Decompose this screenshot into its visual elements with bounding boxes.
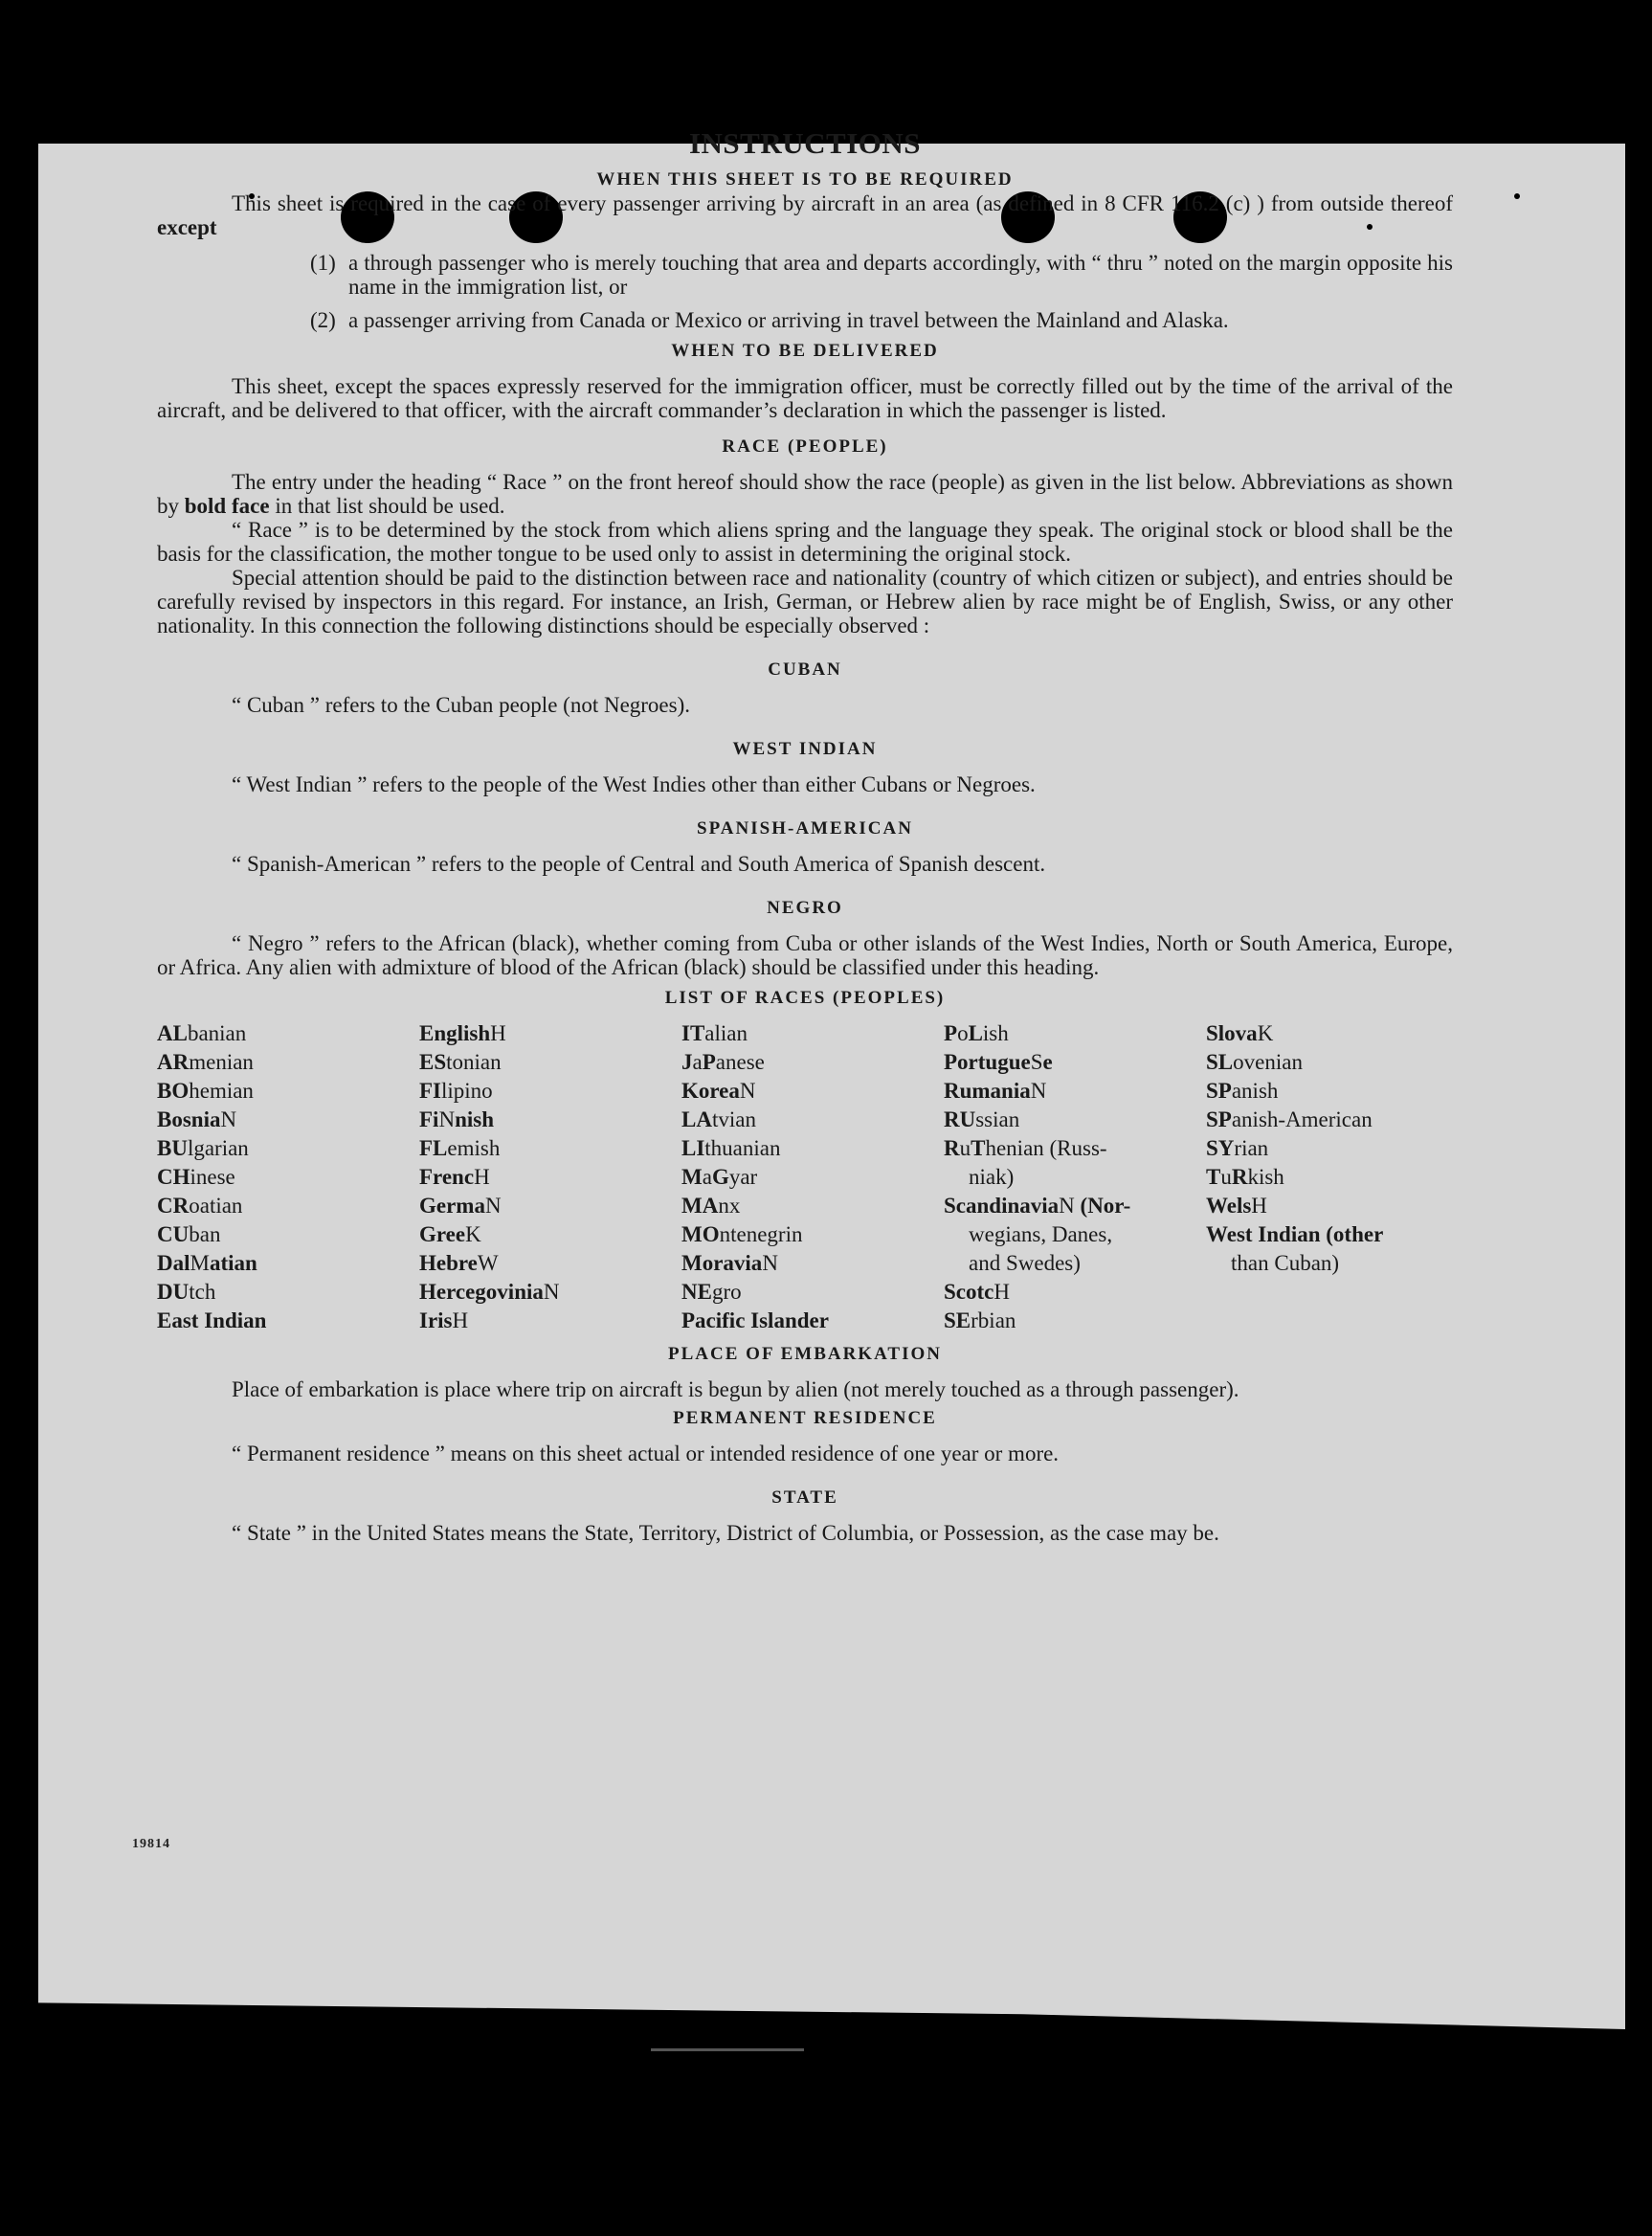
race-entry: MoraviaN <box>681 1251 778 1275</box>
section-heading: STATE <box>771 1487 838 1508</box>
race-entry: West Indian (other <box>1206 1222 1384 1246</box>
race-entry: BOhemian <box>157 1079 254 1103</box>
race-entry: wegians, Danes, <box>969 1222 1113 1246</box>
section-heading: RACE (PEOPLE) <box>722 436 888 457</box>
race-entry: East Indian <box>157 1308 267 1332</box>
race-entry: GermaN <box>419 1194 502 1218</box>
race-entry: SErbian <box>944 1308 1016 1332</box>
race-entry: MOntenegrin <box>681 1222 803 1246</box>
race-entry: than Cuban) <box>1231 1251 1340 1275</box>
race-entry: WelsH <box>1206 1194 1267 1218</box>
race-entry: SPanish-American <box>1206 1107 1373 1131</box>
race-entry: MaGyar <box>681 1165 758 1189</box>
race-entry: FLemish <box>419 1136 501 1160</box>
race-paragraph: Special attention should be paid to the distinction between race and nationality (country of which citizen or subject), and entries should be carefully revised by inspectors in this regard. For instance, an Irish, German, or Hebrew alien by race might be of English, Swiss, or any other nationality. In this connection the following distinctions should be especially observed : <box>157 566 1453 637</box>
race-entry: BosniaN <box>157 1107 237 1131</box>
form-stamp: 19814 <box>132 1837 170 1851</box>
race-paragraph: The entry under the heading “ Race ” on the front hereof should show the race (people) as given in the list below. Abbreviations as shown by bold face in that list should be used. <box>157 470 1453 518</box>
residence-text: “ Permanent residence ” means on this sheet actual or intended residence of one year or more. <box>232 1442 1060 1465</box>
race-entry: LIthuanian <box>681 1136 781 1160</box>
race-entry: BUlgarian <box>157 1136 249 1160</box>
instructions-content <box>157 124 1453 1545</box>
race-entry: PortugueSe <box>944 1050 1053 1074</box>
races-column <box>944 1019 1206 1335</box>
race-entry: MAnx <box>681 1194 741 1218</box>
race-entry: RUssian <box>944 1107 1020 1131</box>
race-entry: SPanish <box>1206 1079 1279 1103</box>
race-entry: SlovaK <box>1206 1021 1274 1045</box>
delivered-text: This sheet, except the spaces expressly reserved for the immigration officer, must be correctly filled out by the time of the arrival of the aircraft, and be delivered to that officer, with the aircraft commander’s declaration in which the passenger is listed. <box>157 374 1453 422</box>
race-entry: niak) <box>969 1165 1015 1189</box>
race-entry: DalMatian <box>157 1251 257 1275</box>
state-text: “ State ” in the United States means the State, Territory, District of Columbia, or Possession, as the case may be. <box>232 1521 1219 1545</box>
race-entry: JaPanese <box>681 1050 765 1074</box>
race-entry: RumaniaN <box>944 1079 1047 1103</box>
section-heading: WHEN THIS SHEET IS TO BE REQUIRED <box>596 169 1014 190</box>
race-entry: HebreW <box>419 1251 499 1275</box>
race-entry: CRoatian <box>157 1194 243 1218</box>
list-item: (2) a passenger arriving from Canada or Mexico or arriving in travel between the Mainland and Alaska. <box>310 308 1229 332</box>
race-entry: Pacific Islander <box>681 1308 829 1332</box>
races-column <box>157 1019 419 1335</box>
races-column <box>419 1019 681 1335</box>
race-entry: RuThenian (Russ- <box>944 1136 1107 1160</box>
race-entry: CHinese <box>157 1165 235 1189</box>
race-entry: GreeK <box>419 1222 481 1246</box>
race-entry: DUtch <box>157 1280 216 1304</box>
race-entry: EnglishH <box>419 1021 506 1045</box>
race-entry: NEgro <box>681 1280 742 1304</box>
race-entry: ARmenian <box>157 1050 254 1074</box>
race-entry: KoreaN <box>681 1079 756 1103</box>
race-entry: ITalian <box>681 1021 748 1045</box>
race-entry: ALbanian <box>157 1021 247 1045</box>
races-column <box>1206 1019 1453 1335</box>
race-entry: PoLish <box>944 1021 1009 1045</box>
race-paragraph: “ Race ” is to be determined by the stock from which aliens spring and the language they speak. The original stock or blood shall be the basis for the classification, the mother tongue to be used only to assist in determining the original stock. <box>157 518 1453 566</box>
race-entry: ScotcH <box>944 1280 1010 1304</box>
section-heading: PLACE OF EMBARKATION <box>668 1344 942 1364</box>
race-entry: LAtvian <box>681 1107 756 1131</box>
race-entry: FiNnish <box>419 1107 495 1131</box>
race-entry: IrisH <box>419 1308 469 1332</box>
race-entry: CUban <box>157 1222 221 1246</box>
races-column <box>681 1019 944 1335</box>
required-intro: This sheet is required in the case of every passenger arriving by aircraft in an area (as defined in 8 CFR 116.2 (c) ) from outside thereof except <box>157 191 1453 239</box>
race-entry: EStonian <box>419 1050 502 1074</box>
section-heading: NEGRO <box>767 898 843 918</box>
section-heading: PERMANENT RESIDENCE <box>673 1408 937 1428</box>
divider <box>651 2048 804 2051</box>
race-entry: TuRkish <box>1206 1165 1284 1189</box>
page-title: INSTRUCTIONS <box>688 126 921 160</box>
section-heading: SPANISH-AMERICAN <box>697 818 913 838</box>
spanish-american-text: “ Spanish-American ” refers to the people of Central and South America of Spanish descent. <box>232 852 1046 876</box>
embarkation-text: Place of embarkation is place where trip on aircraft is begun by alien (not merely touched as a through passenger). <box>232 1377 1239 1401</box>
section-heading: LIST OF RACES (PEOPLES) <box>664 988 946 1008</box>
race-entry: FrencH <box>419 1165 490 1189</box>
section-heading: WHEN TO BE DELIVERED <box>671 341 939 361</box>
race-entry: SLovenian <box>1206 1050 1303 1074</box>
race-entry: HercegoviniaN <box>419 1280 560 1304</box>
race-entry: ScandinaviaN (Nor- <box>944 1194 1131 1218</box>
cuban-text: “ Cuban ” refers to the Cuban people (not Negroes). <box>232 693 691 717</box>
race-entry: and Swedes) <box>969 1251 1081 1275</box>
race-entry: SYrian <box>1206 1136 1269 1160</box>
list-item: (1) a through passenger who is merely touching that area and departs accordingly, with “ thru ” noted on the margin opposite his name in the immigration list, or <box>310 251 1453 299</box>
negro-text: “ Negro ” refers to the African (black), whether coming from Cuba or other islands of the West Indies, North or South America, Europe, or Africa. Any alien with admixture of blood of the African (black) should be classified under this heading. <box>157 931 1453 979</box>
speck <box>1514 193 1520 199</box>
races-list <box>157 1019 1453 1335</box>
race-entry: FIlipino <box>419 1079 493 1103</box>
section-heading: CUBAN <box>768 660 842 680</box>
section-heading: WEST INDIAN <box>732 739 878 759</box>
west-indian-text: “ West Indian ” refers to the people of the West Indies other than either Cubans or Negroes. <box>232 772 1036 796</box>
